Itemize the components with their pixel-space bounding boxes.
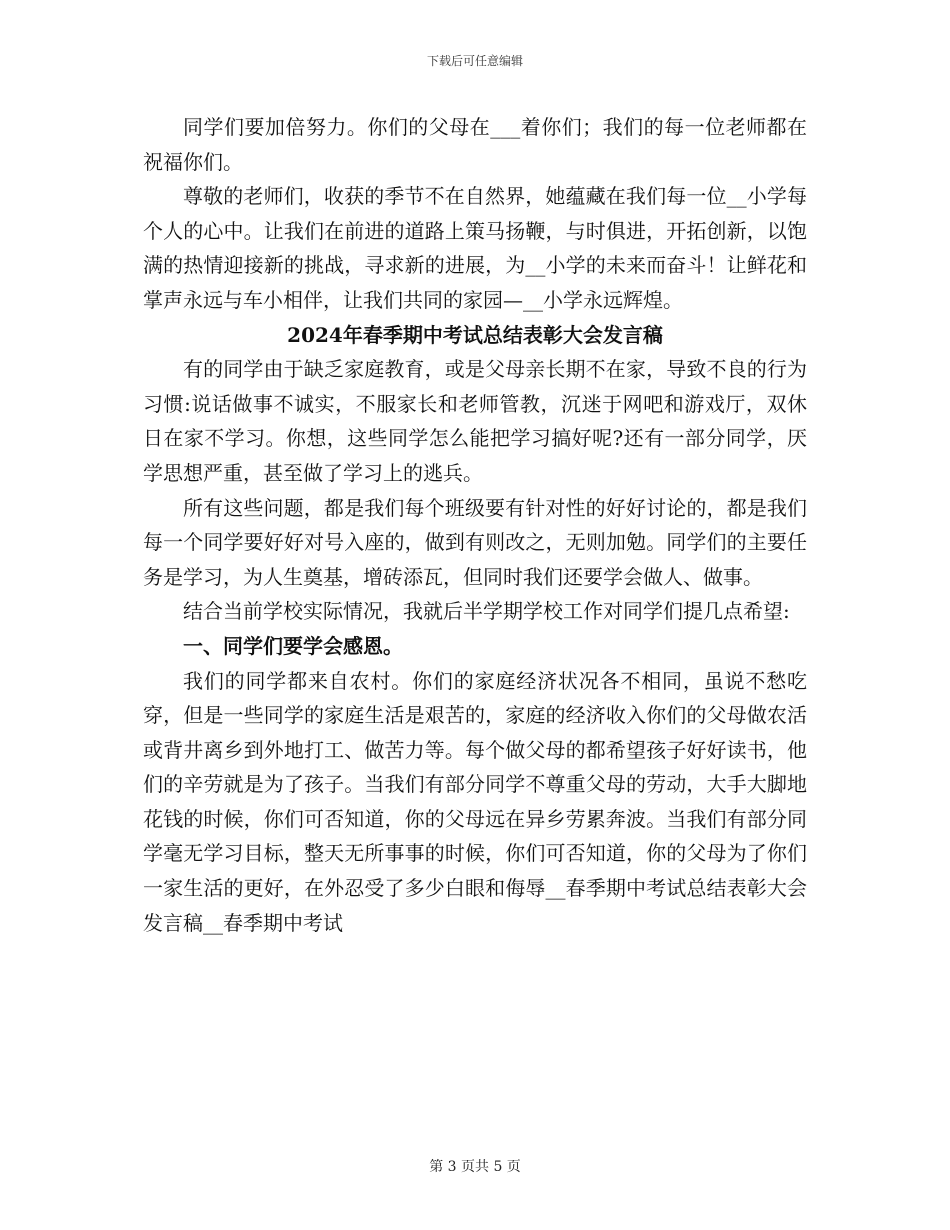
document-body <box>143 110 807 940</box>
paragraph: 有的同学由于缺乏家庭教育，或是父母亲长期不在家，导致不良的行为习惯:说话做事不诚实，不服家长和老师管教，沉迷于网吧和游戏厅，双休日在家不学习。你想，这些同学怎么能把学习搞好呢?还有一部分同学，厌学思想严重，甚至做了学习上的逃兵。 <box>143 357 807 485</box>
section-title: 2024年春季期中考试总结表彰大会发言稿 <box>287 322 663 347</box>
sub-heading: 一、同学们要学会感恩。 <box>183 633 403 658</box>
paragraph: 所有这些问题，都是我们每个班级要有针对性的好好讨论的，都是我们每一个同学要好好对号入座的，做到有则改之，无则加勉。同学们的主要任务是学习，为人生奠基，增砖添瓦，但同时我们还要学会做人、做事。 <box>143 495 807 589</box>
paragraph: 同学们要加倍努力。你们的父母在___着你们；我们的每一位老师都在祝福你们。 <box>143 115 807 174</box>
page-header: 下载后可任意编辑 <box>426 54 523 68</box>
page-footer: 第 3 页共 5 页 <box>429 1159 521 1175</box>
paragraph: 结合当前学校实际情况，我就后半学期学校工作对同学们提几点希望: <box>183 599 790 624</box>
paragraph: 尊敬的老师们，收获的季节不在自然界，她蕴藏在我们每一位__小学每个人的心中。让我们在前进的道路上策马扬鞭，与时俱进，开拓创新，以饱满的热情迎接新的挑战，寻求新的进展，为__小学的未来而奋斗！让鲜花和掌声永远与车小相伴，让我们共同的家园—__小学永远辉煌。 <box>143 184 807 312</box>
paragraph: 我们的同学都来自农村。你们的家庭经济状况各不相同，虽说不愁吃穿，但是一些同学的家庭生活是艰苦的，家庭的经济收入你们的父母做农活或背井离乡到外地打工、做苦力等。每个做父母的都希望孩子好好读书，他们的辛劳就是为了孩子。当我们有部分同学不尊重父母的劳动，大手大脚地花钱的时候，你们可否知道，你的父母远在异乡劳累奔波。当我们有部分同学毫无学习目标，整天无所事事的时候，你们可否知道，你的父母为了你们一家生活的更好，在外忍受了多少白眼和侮辱__春季期中考试总结表彰大会发言稿__春季期中考试 <box>143 668 807 935</box>
